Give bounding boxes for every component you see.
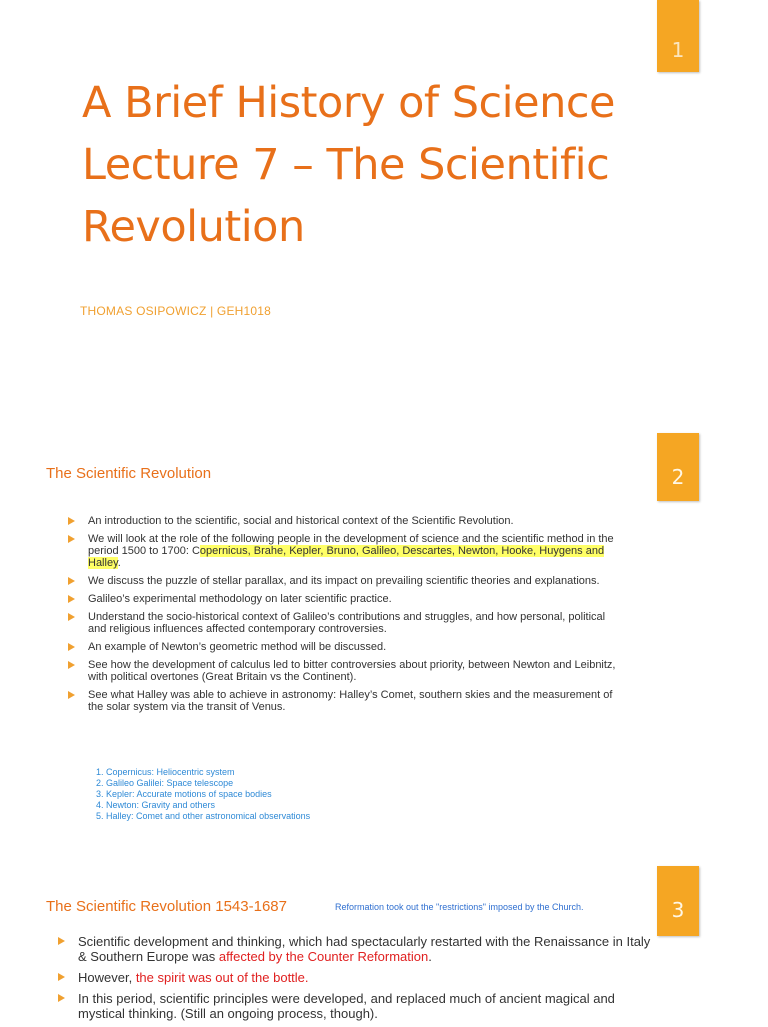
title-line: Revolution: [82, 202, 305, 252]
slide-number-badge: [657, 433, 699, 501]
annotation-list: [96, 767, 310, 822]
bullet-list: [66, 515, 626, 719]
annotation-note: Reformation took out the "restrictions" imposed by the Church.: [335, 902, 584, 912]
bullet-text: .: [117, 557, 121, 569]
bullet-item: [66, 533, 626, 569]
annotation-item: 1. Copernicus: Heliocentric system: [96, 767, 235, 777]
title-line: A Brief History of Science: [82, 78, 615, 128]
slide-1: [0, 0, 768, 420]
slide-number: 3: [671, 898, 685, 922]
bullet-item: An introduction to the scientific, social and historical context of the Scientific Revolution.: [66, 515, 626, 527]
title-line: Lecture 7 – The Scientific: [82, 140, 610, 190]
annotation-item: 5. Halley: Comet and other astronomical observations: [96, 811, 311, 821]
slide-number: 2: [671, 465, 685, 489]
bullet-item: In this period, scientific principles were developed, and replaced much of ancient magical and mystical thinking. (Still an ongoing process, though).: [56, 991, 656, 1021]
bullet-item: [56, 970, 656, 985]
highlighted-names: opernicus, Brahe, Kepler, Bruno, Galileo, Descartes, Newton, Hooke, Huygens and Halley: [88, 545, 605, 569]
slide-number-badge: [657, 0, 699, 72]
slide-title: The Scientific Revolution: [46, 465, 212, 482]
slide-2: [0, 430, 768, 860]
slide-number: 1: [671, 38, 685, 62]
bullet-list: [56, 934, 656, 1027]
bullet-item: See what Halley was able to achieve in astronomy: Halley’s Comet, southern skies and the measurement of the solar system via the transit of Venus.: [66, 689, 626, 713]
bullet-item: [56, 934, 656, 964]
bullet-text: However,: [78, 970, 136, 985]
slide-number-badge: [657, 866, 699, 936]
bullet-text: We will look at the role of the following people in the development of science and the scientific method in the period 1500 to 1700: C: [88, 533, 614, 557]
bullet-item: Galileo’s experimental methodology on later scientific practice.: [66, 593, 626, 605]
emphasis-text: the spirit was out of the bottle.: [135, 970, 309, 985]
emphasis-text: affected by the Counter Reformation: [218, 949, 429, 964]
bullet-text: Scientific development and thinking, which had spectacularly restarted with the Renaissance in Italy & Southern Europe was: [78, 934, 651, 964]
slide-title: The Scientific Revolution 1543-1687: [46, 898, 287, 915]
annotation-item: 4. Newton: Gravity and others: [96, 800, 216, 810]
author-byline: THOMAS OSIPOWICZ | GEH1018: [80, 304, 272, 318]
slide-3: [0, 866, 768, 1024]
bullet-item: Understand the socio-historical context of Galileo’s contributions and struggles, and how personal, political and religious influences affected contemporary controversies.: [66, 611, 626, 635]
bullet-item: See how the development of calculus led to bitter controversies about priority, between Newton and Leibnitz, with political overtones (Great Britain vs the Continent).: [66, 659, 626, 683]
bullet-text: .: [428, 949, 432, 964]
annotation-item: 3. Kepler: Accurate motions of space bodies: [96, 789, 272, 799]
bullet-item: An example of Newton’s geometric method will be discussed.: [66, 641, 626, 653]
lecture-title: [82, 72, 742, 258]
bullet-item: We discuss the puzzle of stellar parallax, and its impact on prevailing scientific theories and explanations.: [66, 575, 626, 587]
annotation-item: 2. Galileo Galilei: Space telescope: [96, 778, 234, 788]
